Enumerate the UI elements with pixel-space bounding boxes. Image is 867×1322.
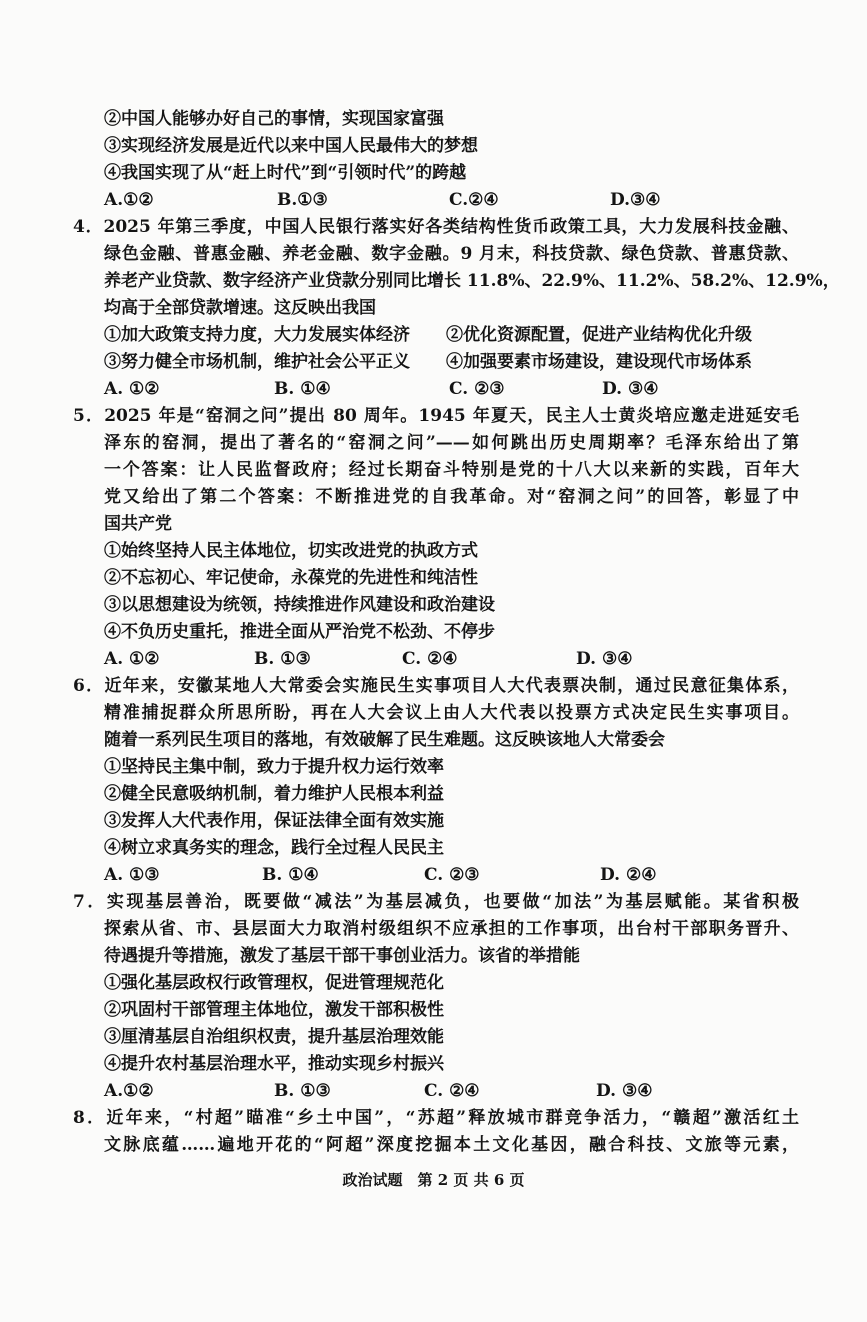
q4-option-3: ③努力健全市场机制，维护社会公平正义	[104, 352, 410, 372]
q4-option-2: ②优化资源配置，促进产业结构优化升级	[446, 325, 752, 345]
q8-stem-line: 文脉底蕴……遍地开花的“阿超”深度挖掘本土文化基因，融合科技、文旅等元素，	[104, 1135, 799, 1155]
q4-stem-line: 均高于全部贷款增速。这反映出我国	[104, 298, 376, 318]
q7-stem-line: 探索从省、市、县层面大力取消村级组织不应承担的工作事项，出台村干部职务晋升、	[104, 919, 799, 939]
answer-c: C. ②③	[424, 865, 480, 885]
answer-a: A.①②	[104, 190, 154, 210]
answer-b: B. ①③	[254, 649, 311, 669]
q4-answers	[104, 377, 799, 401]
q7-option-1: ①强化基层政权行政管理权，促进管理规范化	[104, 973, 444, 993]
answer-a: A. ①③	[104, 865, 160, 885]
q5-stem-line: 一个答案：让人民监督政府；经过长期奋斗特别是党的十八大以来新的实践，百年大	[104, 460, 799, 480]
answer-b: B. ①④	[262, 865, 319, 885]
q6-option-1: ①坚持民主集中制，致力于提升权力运行效率	[104, 757, 444, 777]
q5-stem-line: 泽东的窑洞，提出了著名的“窑洞之问”——如何跳出历史周期率？毛泽东给出了第	[104, 433, 799, 453]
q5-option-2: ②不忘初心、牢记使命，永葆党的先进性和纯洁性	[104, 568, 478, 588]
q5-option-4: ④不负历史重托，推进全面从严治党不松劲、不停步	[104, 622, 495, 642]
q3-answers	[104, 188, 799, 212]
answer-a: A. ①②	[104, 649, 160, 669]
answer-d: D. ③④	[596, 1081, 653, 1101]
answer-d: D.③④	[610, 190, 661, 210]
q6-option-4: ④树立求真务实的理念，践行全过程人民民主	[104, 838, 444, 858]
q4-stem-line: 4．2025 年第三季度，中国人民银行落实好各类结构性货币政策工具，大力发展科技金融、	[73, 217, 799, 237]
answer-b: B. ①④	[274, 379, 331, 399]
q7-option-3: ③厘清基层自治组织权责，提升基层治理效能	[104, 1027, 444, 1047]
q4-option-1: ①加大政策支持力度，大力发展实体经济	[104, 325, 410, 345]
answer-d: D. ②④	[600, 865, 657, 885]
q5-stem-line: 国共产党	[104, 514, 172, 534]
q7-stem-line: 待遇提升等措施，激发了基层干部干事创业活力。该省的举措能	[104, 946, 580, 966]
answer-b: B. ①③	[274, 1081, 331, 1101]
answer-d: D. ③④	[602, 379, 659, 399]
q5-option-1: ①始终坚持人民主体地位，切实改进党的执政方式	[104, 541, 478, 561]
q7-stem-line: 7．实现基层善治，既要做“减法”为基层减负，也要做“加法”为基层赋能。某省积极	[73, 892, 799, 912]
q3-option-2: ②中国人能够办好自己的事情，实现国家富强	[104, 109, 444, 129]
answer-c: C. ②④	[402, 649, 458, 669]
q3-option-4: ④我国实现了从“赶上时代”到“引领时代”的跨越	[104, 163, 467, 183]
answer-c: C. ②③	[449, 379, 505, 399]
answer-c: C. ②④	[424, 1081, 480, 1101]
q7-answers	[104, 1079, 799, 1103]
q3-option-3: ③实现经济发展是近代以来中国人民最伟大的梦想	[104, 136, 478, 156]
q6-option-3: ③发挥人大代表作用，保证法律全面有效实施	[104, 811, 444, 831]
q6-option-2: ②健全民意吸纳机制，着力维护人民根本利益	[104, 784, 444, 804]
q7-option-2: ②巩固村干部管理主体地位，激发干部积极性	[104, 1000, 444, 1020]
q5-answers	[104, 647, 799, 671]
answer-c: C.②④	[449, 190, 499, 210]
q5-stem-line: 5．2025 年是“窑洞之问”提出 80 周年。1945 年夏天，民主人士黄炎培应邀走进延安毛	[73, 406, 799, 426]
q4-stem-line: 绿色金融、普惠金融、养老金融、数字金融。9 月末，科技贷款、绿色贷款、普惠贷款、	[104, 244, 799, 264]
page-footer: 政治试题 第 2 页 共 6 页	[342, 1171, 525, 1189]
q7-option-4: ④提升农村基层治理水平，推动实现乡村振兴	[104, 1054, 444, 1074]
q6-answers	[104, 863, 799, 887]
q5-option-3: ③以思想建设为统领，持续推进作风建设和政治建设	[104, 595, 495, 615]
answer-a: A. ①②	[104, 379, 160, 399]
q8-stem-line: 8．近年来，“村超”瞄准“乡土中国”，“苏超”释放城市群竞争活力，“赣超”激活红土	[73, 1108, 799, 1128]
q6-stem-line: 随着一系列民生项目的落地，有效破解了民生难题。这反映该地人大常委会	[104, 730, 665, 750]
answer-d: D. ③④	[576, 649, 633, 669]
q6-stem-line: 6．近年来，安徽某地人大常委会实施民生实事项目人大代表票决制，通过民意征集体系，	[73, 676, 799, 696]
answer-a: A.①②	[104, 1081, 154, 1101]
answer-b: B.①③	[277, 190, 328, 210]
q4-stem-line: 养老产业贷款、数字经济产业贷款分别同比增长 11.8%、22.9%、11.2%、58.2%、12.9%，	[104, 271, 840, 291]
q5-stem-line: 党又给出了第二个答案：不断推进党的自我革命。对“窑洞之问”的回答，彰显了中	[104, 487, 799, 507]
q4-option-4: ④加强要素市场建设，建设现代市场体系	[446, 352, 752, 372]
q6-stem-line: 精准捕捉群众所思所盼，再在人大会议上由人大代表以投票方式决定民生实事项目。	[104, 703, 799, 723]
